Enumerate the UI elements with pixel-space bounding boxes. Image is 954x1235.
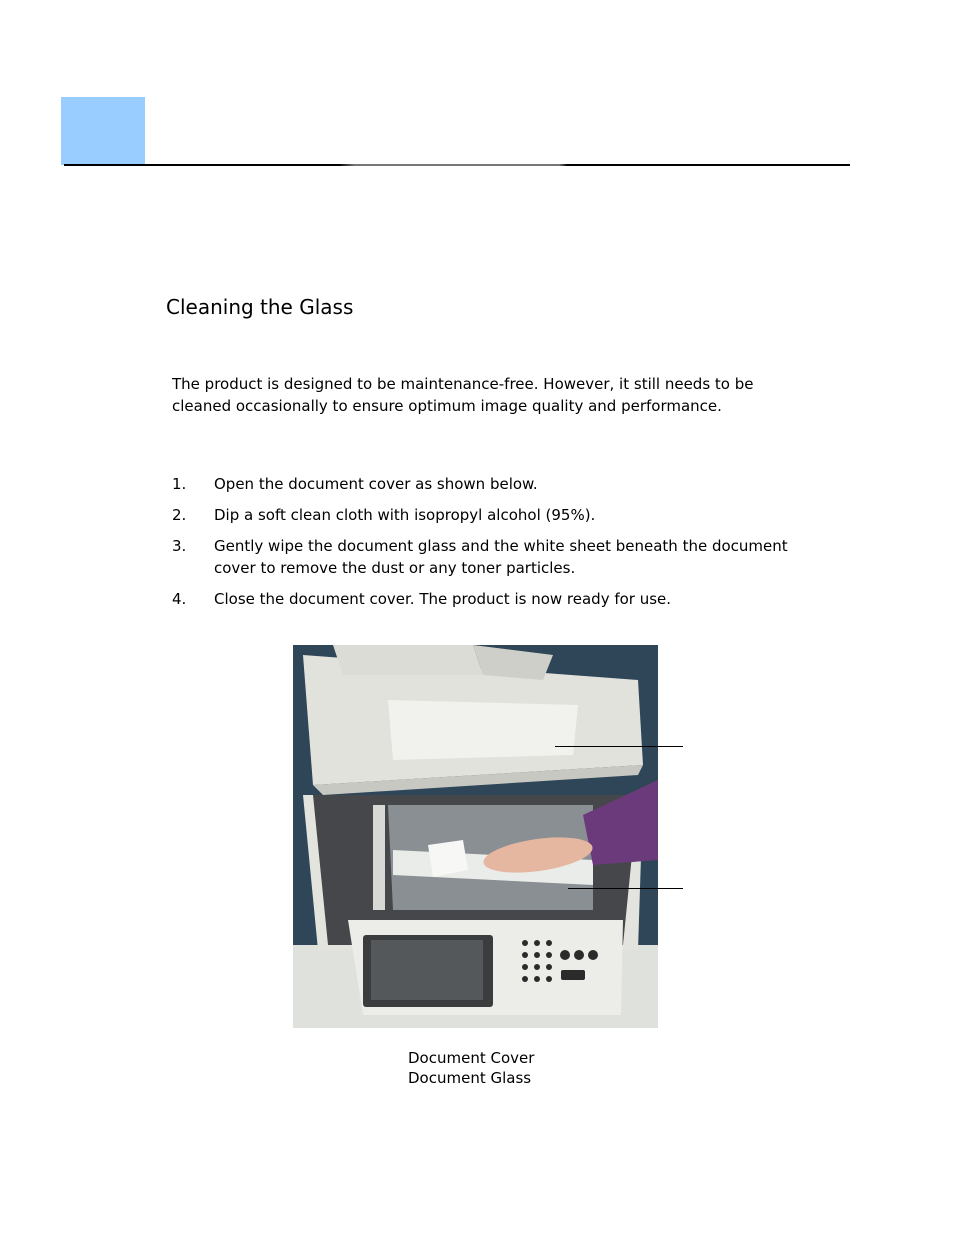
header-rule	[64, 164, 850, 166]
step-text: Dip a soft clean cloth with isopropyl alcohol (95%).	[214, 506, 596, 524]
step-text: Close the document cover. The product is now ready for use.	[214, 590, 672, 608]
step-text: Gently wipe the document glass and the white sheet beneath the document cover to remove the dust or any toner particles.	[214, 537, 788, 577]
chapter-tab	[61, 97, 145, 165]
scanner-photo	[293, 645, 658, 1028]
figure-captions	[408, 1048, 534, 1088]
step-text: Open the document cover as shown below.	[214, 475, 538, 493]
list-item	[172, 473, 832, 495]
section-title: Cleaning the Glass	[166, 295, 354, 319]
step-number: 1.	[172, 475, 187, 493]
list-item	[172, 535, 832, 579]
step-number: 3.	[172, 537, 187, 555]
callout-line-cover	[555, 746, 683, 747]
list-item	[172, 504, 832, 526]
step-number: 4.	[172, 590, 187, 608]
intro-paragraph: The product is designed to be maintenance-free. However, it still needs to be cleaned occasionally to ensure optimum image quality and performance.	[172, 375, 754, 415]
step-number: 2.	[172, 506, 187, 524]
callout-line-glass	[568, 888, 683, 889]
steps-list	[172, 473, 832, 619]
document-glass-label: Document Glass	[408, 1069, 532, 1087]
list-item	[172, 588, 832, 610]
document-cover-label: Document Cover	[408, 1049, 535, 1067]
